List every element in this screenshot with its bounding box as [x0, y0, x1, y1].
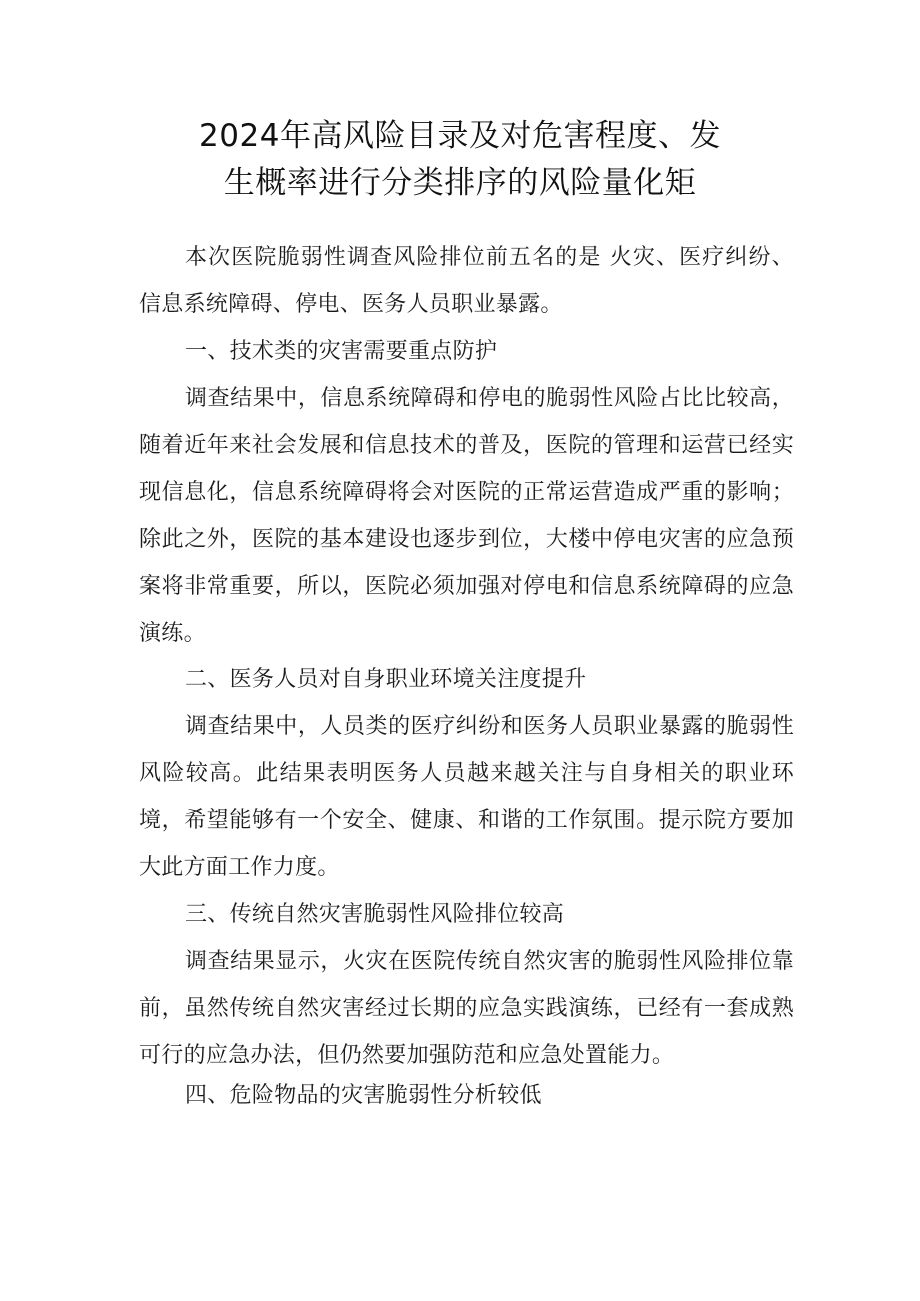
document-title-line-2: 生概率进行分类排序的风险量化矩 [223, 165, 697, 201]
section-1-body: 调查结果中，信息系统障碍和停电的脆弱性风险占比比较高，随着近年来社会发展和信息技术的普及，医院的管理和运营已经实现信息化，信息系统障碍将会对医院的正常运营造成严重的影响；除此之外，医院的基本建设也逐步到位，大楼中停电灾害的应急预案将非常重要，所以，医院必须加强对停电和信息系统障碍的应急演练。 [139, 386, 794, 646]
section-2-heading: 二、医务人员对自身职业环境关注度提升 [185, 667, 587, 692]
section-3-heading: 三、传统自然灾害脆弱性风险排位较高 [185, 902, 565, 927]
section-3-body: 调查结果显示，火灾在医院传统自然灾害的脆弱性风险排位靠前，虽然传统自然灾害经过长期的应急实践演练，已经有一套成熟可行的应急办法，但仍然要加强防范和应急处置能力。 [139, 949, 794, 1068]
section-4-heading: 四、危险物品的灾害脆弱性分析较低 [185, 1083, 542, 1108]
section-1-heading: 一、技术类的灾害需要重点防护 [185, 339, 498, 364]
document-title-line-1: 2024年高风险目录及对危害程度、发 [199, 118, 721, 154]
intro-paragraph: 本次医院脆弱性调查风险排位前五名的是 火灾、医疗纠纷、信息系统障碍、停电、医务人员职业暴露。 [139, 245, 794, 317]
section-2-body: 调查结果中，人员类的医疗纠纷和医务人员职业暴露的脆弱性风险较高。此结果表明医务人员越来越关注与自身相关的职业环境，希望能够有一个安全、健康、和谐的工作氛围。提示院方要加大此方面工作力度。 [139, 714, 794, 880]
